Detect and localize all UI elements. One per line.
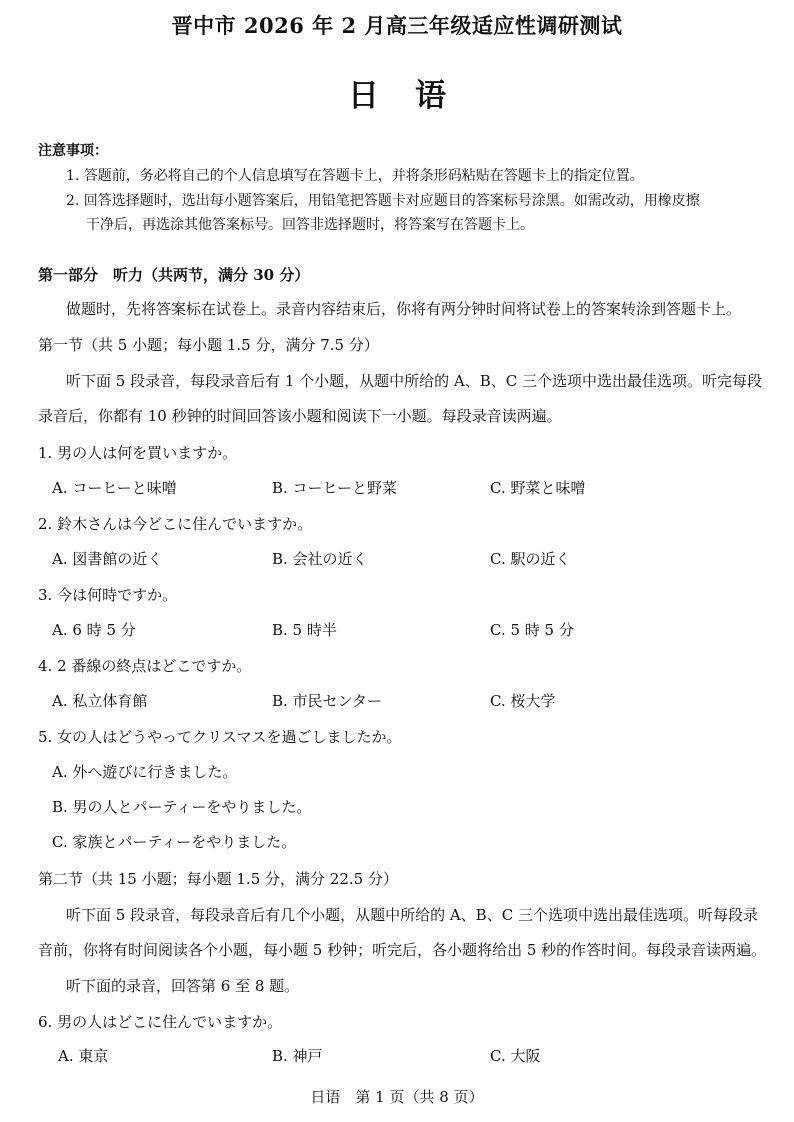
question-4-option-c: C. 桜大学	[490, 692, 556, 710]
exam-title: 晋中市 2026 年 2 月高三年级适应性调研测试	[171, 13, 623, 38]
question-4-option-b: B. 市民センター	[272, 692, 382, 710]
part1-heading: 第一部分 听力（共两节，满分 30 分）	[38, 266, 310, 284]
section2-heading: 第二节（共 15 小题；每小题 1.5 分，满分 22.5 分）	[38, 870, 398, 888]
section2-instruction-line-1: 听下面 5 段录音，每段录音后有几个小题，从题中所给的 A、B、C 三个选项中选出最佳选项。听每段录	[66, 906, 758, 924]
question-6-option-c: C. 大阪	[490, 1047, 541, 1065]
question-2-option-c: C. 駅の近く	[490, 550, 571, 568]
question-5-option-a: A. 外へ遊びに行きました。	[52, 763, 238, 781]
question-4-option-a: A. 私立体育館	[52, 692, 148, 710]
notes-item-2-line-2: 干净后，再选涂其他答案标号。回答非选择题时，将答案写在答题卡上。	[86, 217, 534, 233]
section2-instruction-line-2: 音前，你将有时间阅读各个小题，每小题 5 秒钟；听完后，各小题将给出 5 秒的作答时间。每段录音读两遍。	[38, 941, 767, 959]
subject-title: 日语	[348, 78, 482, 114]
question-1: 1. 男の人は何を買いますか。	[38, 444, 238, 462]
section2-sub-instruction: 听下面的录音，回答第 6 至 8 题。	[66, 977, 300, 995]
question-1-option-a: A. コーヒーと味噌	[52, 479, 177, 497]
part1-instruction: 做题时，先将答案标在试卷上。录音内容结束后，你将有两分钟时间将试卷上的答案转涂到答题卡上。	[66, 300, 742, 318]
question-5-option-b: B. 男の人とパーティーをやりました。	[52, 798, 312, 816]
question-4: 4. 2 番線の終点はどこですか。	[38, 657, 252, 675]
question-3-option-b: B. 5 時半	[272, 621, 337, 639]
question-1-option-c: C. 野菜と味噌	[490, 479, 586, 497]
question-5-option-c: C. 家族とパーティーをやりました。	[52, 833, 297, 851]
question-3-option-c: C. 5 時 5 分	[490, 621, 574, 639]
question-1-option-b: B. コーヒーと野菜	[272, 479, 397, 497]
question-3-option-a: A. 6 時 5 分	[52, 621, 136, 639]
notes-heading: 注意事项：	[38, 143, 108, 159]
page-footer: 日语 第 1 页（共 8 页）	[310, 1088, 484, 1106]
notes-item-1: 1. 答题前，务必将自己的个人信息填写在答题卡上，并将条形码粘贴在答题卡上的指定位置。	[66, 168, 644, 184]
question-5: 5. 女の人はどうやってクリスマスを過ごしましたか。	[38, 728, 402, 746]
question-6-option-a: A. 東京	[58, 1047, 109, 1065]
question-2: 2. 鈴木さんは今どこに住んでいますか。	[38, 515, 313, 533]
notes-item-2-line-1: 2. 回答选择题时，选出每小题答案后，用铅笔把答题卡对应题目的答案标号涂黑。如需改动，用橡皮擦	[66, 193, 700, 209]
question-2-option-a: A. 図書館の近く	[52, 550, 163, 568]
section1-heading: 第一节（共 5 小题；每小题 1.5 分，满分 7.5 分）	[38, 336, 379, 354]
question-3: 3. 今は何時ですか。	[38, 586, 178, 604]
question-6-option-b: B. 神戸	[272, 1047, 323, 1065]
question-6: 6. 男の人はどこに住んでいますか。	[38, 1013, 283, 1031]
section1-instruction-line-2: 录音后，你都有 10 秒钟的时间回答该小题和阅读下一小题。每段录音读两遍。	[38, 407, 562, 425]
section1-instruction-line-1: 听下面 5 段录音，每段录音后有 1 个小题，从题中所给的 A、B、C 三个选项中选出最佳选项。听完每段	[66, 372, 763, 390]
question-2-option-b: B. 会社の近く	[272, 550, 368, 568]
